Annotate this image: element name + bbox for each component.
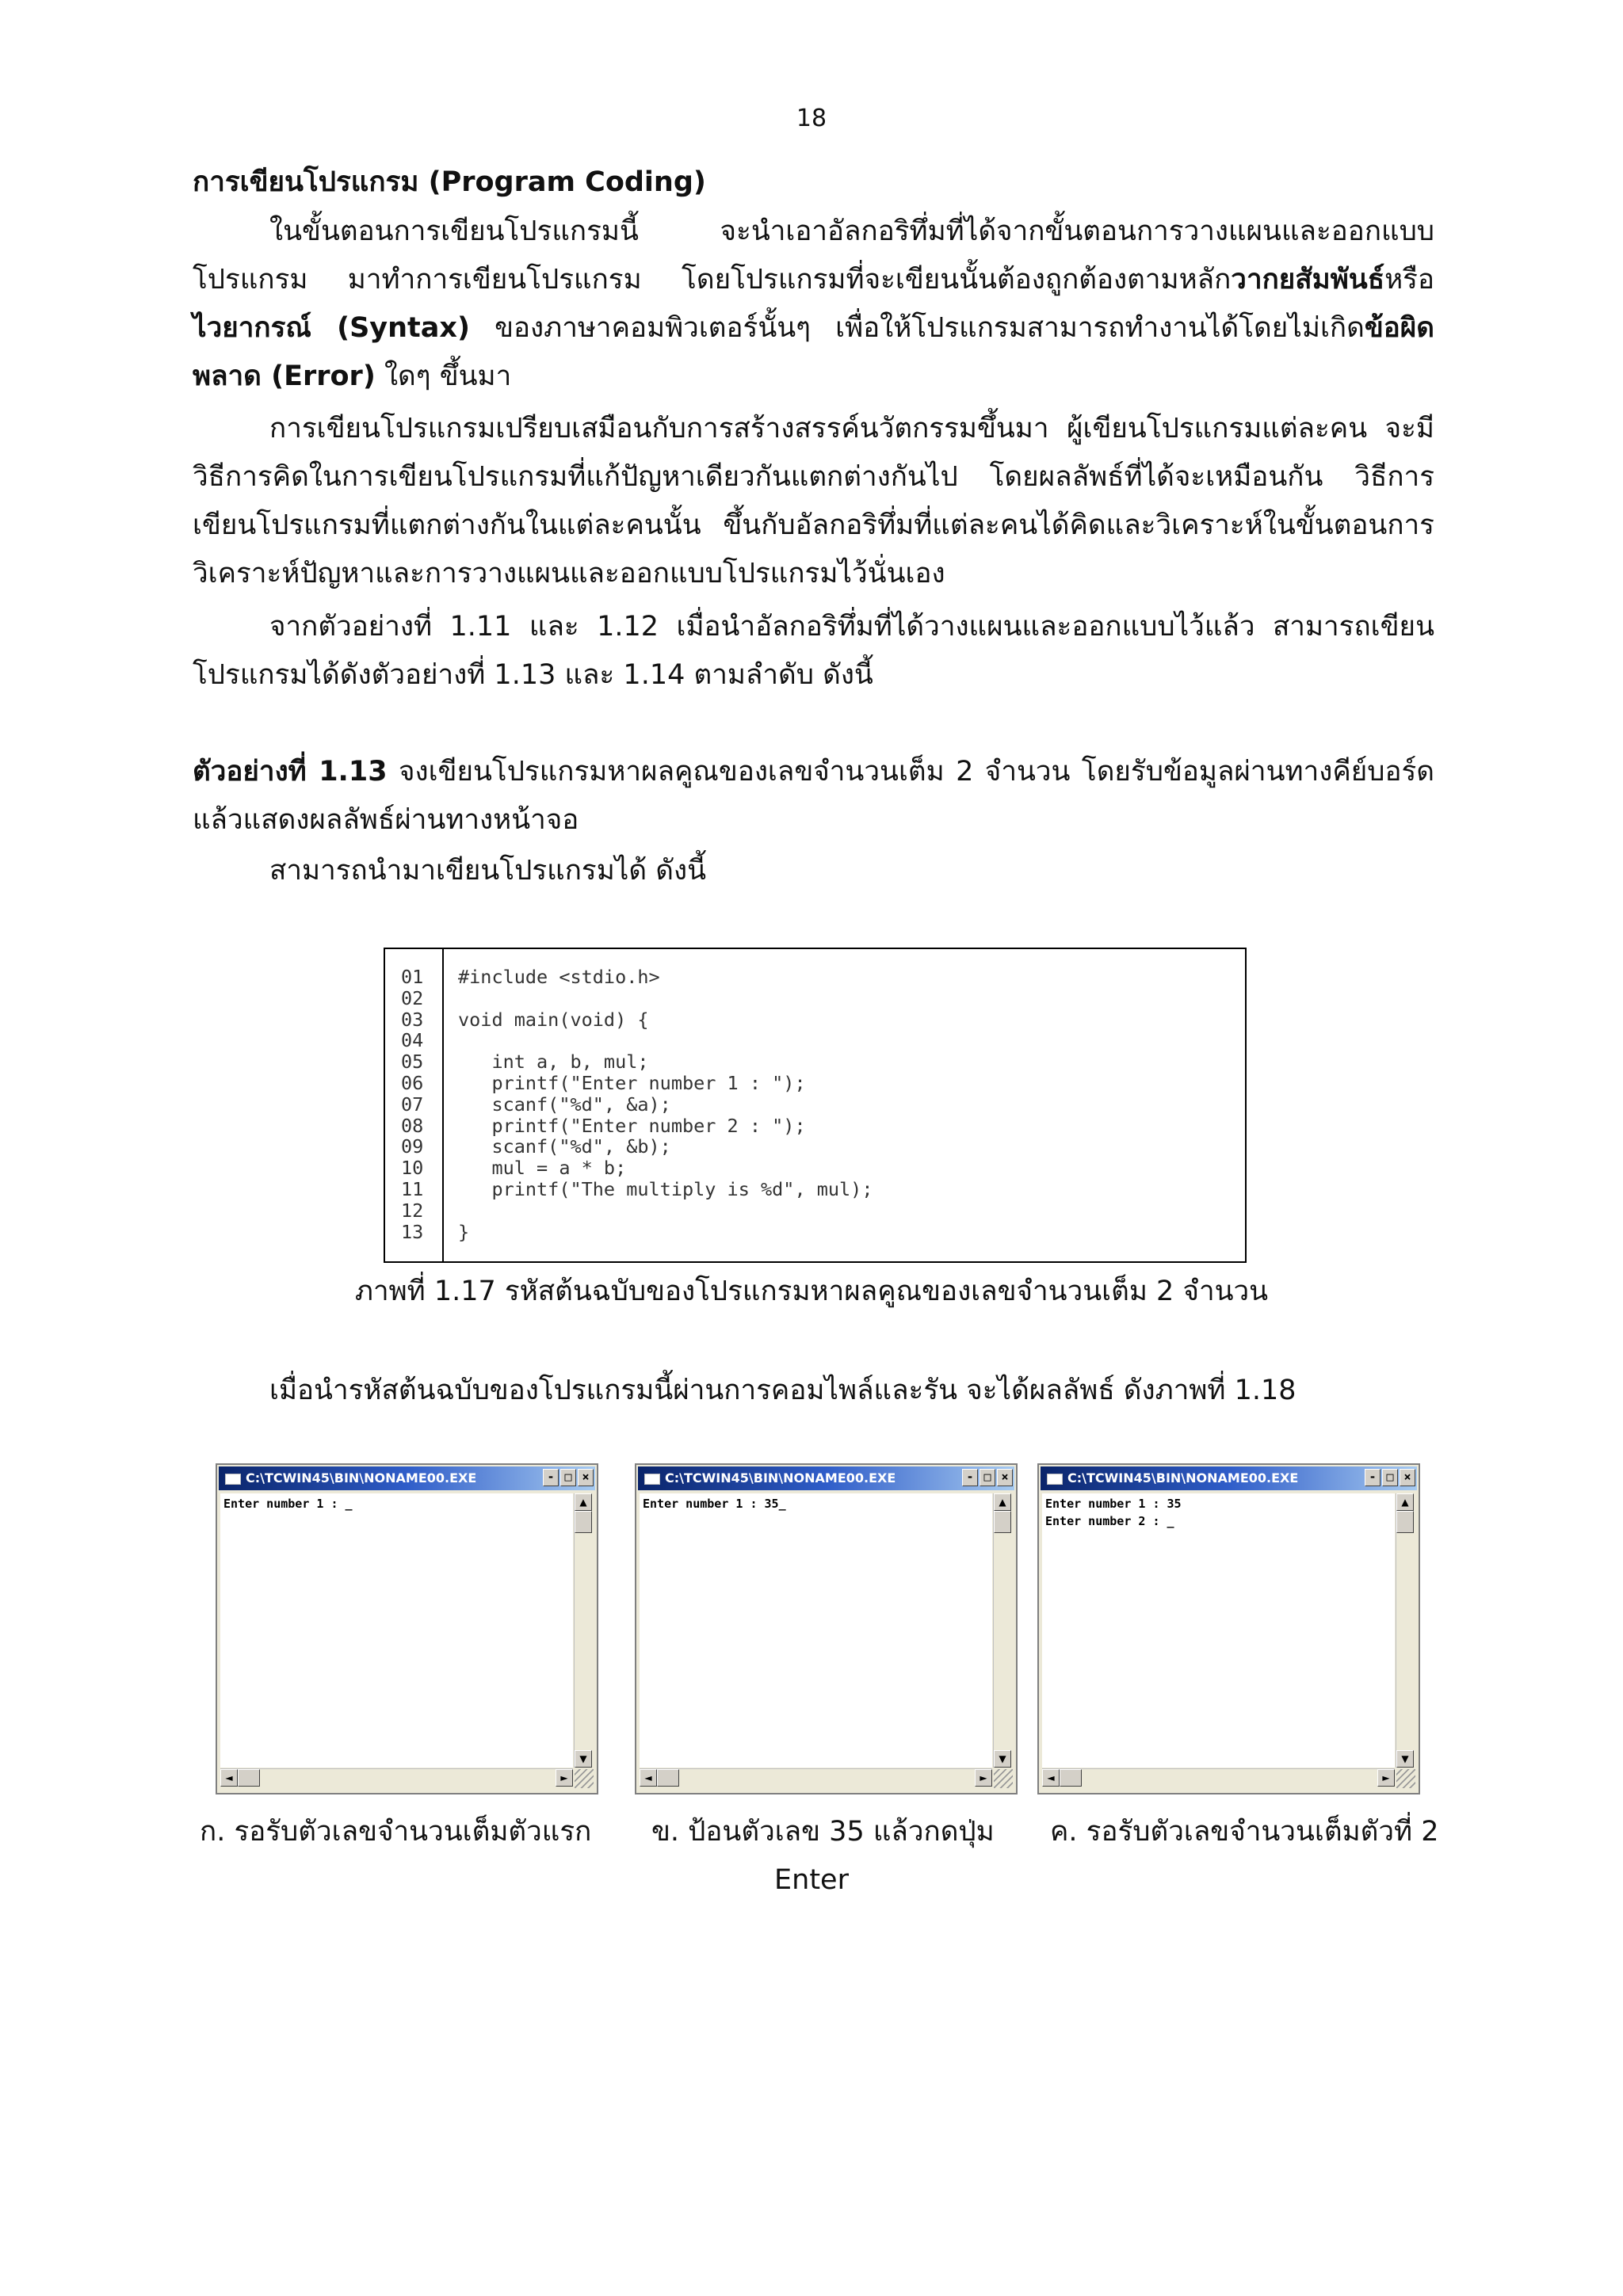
paragraph-2: การเขียนโปรแกรมเปรียบเสมือนกับการสร้างสรรค์นวัตกรรมขึ้นมา ผู้เขียนโปรแกรมแต่ละคน จะมีวิธีการคิดในการเขียนโปรแกรมที่แก้ปัญหาเดียวกันแตกต่างกันไป โดยผลลัพธ์ที่ได้จะเหมือนกัน วิธีการเขียนโปรแกรมที่แตกต่างกันในแต่ละคนนั้น ขึ้นกับอัลกอริทึ่มที่แต่ละคนได้คิดและวิเคราะห์ในขั้นตอนการวิเคราะห์ปัญหาและการวางแผนและออกแบบโปรแกรมไว้นั่นเอง xyxy=(193,413,1434,589)
horizontal-scrollbar[interactable] xyxy=(1042,1768,1395,1788)
scroll-up-icon[interactable]: ▲ xyxy=(994,1493,1011,1511)
close-button[interactable]: × xyxy=(578,1469,594,1486)
example-statement: ตัวอย่างที่ 1.13 จงเขียนโปรแกรมหาผลคูณของเลขจำนวนเต็ม 2 จำนวน โดยรับข้อมูลผ่านทางคีย์บอร์ด แล้วแสดงผลลัพธ์ผ่านทางหน้าจอ xyxy=(193,756,1434,836)
console-icon xyxy=(1047,1474,1063,1485)
console-output[interactable]: Enter number 1 : _ xyxy=(220,1493,573,1768)
maximize-button[interactable]: □ xyxy=(560,1469,576,1486)
example-lead: สามารถนำมาเขียนโปรแกรมได้ ดังนี้ xyxy=(269,855,706,887)
maximize-button[interactable]: □ xyxy=(980,1469,995,1486)
subfigure-caption-a: ก. รอรับตัวเลขจำนวนเต็มตัวแรก xyxy=(200,1816,592,1848)
console-icon xyxy=(644,1474,660,1485)
vertical-scrollbar[interactable] xyxy=(1396,1493,1415,1768)
code-line-numbers: 01 02 03 04 05 06 07 08 09 10 11 12 13 xyxy=(401,966,424,1243)
minimize-button[interactable]: - xyxy=(962,1469,978,1486)
subfigure-caption-c: ค. รอรับตัวเลขจำนวนเต็มตัวที่ 2 xyxy=(1050,1816,1439,1848)
scroll-hthumb[interactable] xyxy=(657,1769,679,1787)
scroll-right-icon[interactable]: ► xyxy=(1377,1769,1395,1787)
code-source: #include <stdio.h> void main(void) { int a, b, mul; printf("Enter number 1 : "); scanf("%d", &a); printf("Enter number 2 : "); scanf("%d", &b); mul = a * b; printf("The multiply is %d", mul); } xyxy=(458,966,873,1243)
horizontal-scrollbar[interactable] xyxy=(220,1768,573,1788)
scroll-thumb[interactable] xyxy=(994,1511,1011,1533)
vertical-scrollbar[interactable] xyxy=(574,1493,594,1768)
window-titlebar[interactable] xyxy=(219,1466,595,1490)
console-window-3 xyxy=(1037,1463,1420,1794)
window-titlebar[interactable] xyxy=(638,1466,1014,1490)
paragraph-3: จากตัวอย่างที่ 1.11 และ 1.12 เมื่อนำอัลกอริทึ่มที่ได้วางแผนและออกแบบไว้แล้ว สามารถเขียนโปรแกรมได้ดังตัวอย่างที่ 1.13 และ 1.14 ตามลำดับ ดังนี้ xyxy=(193,611,1434,691)
scroll-thumb[interactable] xyxy=(1396,1511,1414,1533)
scroll-down-icon[interactable]: ▼ xyxy=(994,1750,1011,1768)
resize-grip-icon[interactable] xyxy=(575,1769,594,1788)
code-listing xyxy=(384,948,1247,1263)
console-output[interactable]: Enter number 1 : 35_ xyxy=(640,1493,992,1768)
maximize-button[interactable]: □ xyxy=(1382,1469,1398,1486)
console-window-1 xyxy=(216,1463,598,1794)
example-label: ตัวอย่างที่ 1.13 xyxy=(193,756,388,788)
horizontal-scrollbar[interactable] xyxy=(640,1768,992,1788)
scroll-up-icon[interactable]: ▲ xyxy=(1396,1493,1414,1511)
scroll-thumb[interactable] xyxy=(575,1511,592,1533)
figure-caption: ภาพที่ 1.17 รหัสต้นฉบับของโปรแกรมหาผลคูณของเลขจำนวนเต็ม 2 จำนวน xyxy=(354,1276,1269,1307)
paragraph-1: ในขั้นตอนการเขียนโปรแกรมนี้ จะนำเอาอัลกอริทึ่มที่ได้จากขั้นตอนการวางแผนและออกแบบโปรแกรม มาทำการเขียนโปรแกรม โดยโปรแกรมที่จะเขียนนั้นต้องถูกต้องตามหลักวากยสัมพันธ์หรือไวยากรณ์ (Syntax) ของภาษาคอมพิวเตอร์นั้นๆ เพื่อให้โปรแกรมสามารถทำงานได้โดยไม่เกิดข้อผิดพลาด (Error) ใดๆ ขึ้นมา xyxy=(193,215,1435,392)
minimize-button[interactable]: - xyxy=(1365,1469,1381,1486)
scroll-down-icon[interactable]: ▼ xyxy=(575,1750,592,1768)
scroll-up-icon[interactable]: ▲ xyxy=(575,1493,592,1511)
console-output[interactable]: Enter number 1 : 35 Enter number 2 : _ xyxy=(1042,1493,1395,1768)
scroll-left-icon[interactable]: ◄ xyxy=(220,1769,238,1787)
scroll-right-icon[interactable]: ► xyxy=(556,1769,573,1787)
window-title: C:\TCWIN45\BIN\NONAME00.EXE xyxy=(246,1470,477,1486)
section-heading: การเขียนโปรแกรม (Program Coding) xyxy=(193,166,706,198)
run-lead-text: เมื่อนำรหัสต้นฉบับของโปรแกรมนี้ผ่านการคอมไพล์และรัน จะได้ผลลัพธ์ ดังภาพที่ 1.18 xyxy=(269,1375,1296,1406)
page-number: 18 xyxy=(796,105,827,132)
close-button[interactable]: × xyxy=(997,1469,1013,1486)
scroll-hthumb[interactable] xyxy=(238,1769,260,1787)
subfigure-caption-b: ข. ป้อนตัวเลข 35 แล้วกดปุ่ม xyxy=(651,1816,995,1848)
window-titlebar[interactable] xyxy=(1041,1466,1417,1490)
vertical-scrollbar[interactable] xyxy=(993,1493,1013,1768)
console-icon xyxy=(225,1474,241,1485)
scroll-right-icon[interactable]: ► xyxy=(975,1769,992,1787)
subfigure-caption-b-continuation: Enter xyxy=(774,1864,849,1896)
window-title: C:\TCWIN45\BIN\NONAME00.EXE xyxy=(665,1470,896,1486)
close-button[interactable]: × xyxy=(1400,1469,1415,1486)
resize-grip-icon[interactable] xyxy=(994,1769,1013,1788)
scroll-left-icon[interactable]: ◄ xyxy=(1042,1769,1060,1787)
resize-grip-icon[interactable] xyxy=(1396,1769,1415,1788)
line-number-divider xyxy=(442,949,444,1261)
scroll-left-icon[interactable]: ◄ xyxy=(640,1769,657,1787)
minimize-button[interactable]: - xyxy=(543,1469,559,1486)
scroll-hthumb[interactable] xyxy=(1060,1769,1082,1787)
console-window-2 xyxy=(635,1463,1018,1794)
scroll-down-icon[interactable]: ▼ xyxy=(1396,1750,1414,1768)
window-title: C:\TCWIN45\BIN\NONAME00.EXE xyxy=(1067,1470,1299,1486)
